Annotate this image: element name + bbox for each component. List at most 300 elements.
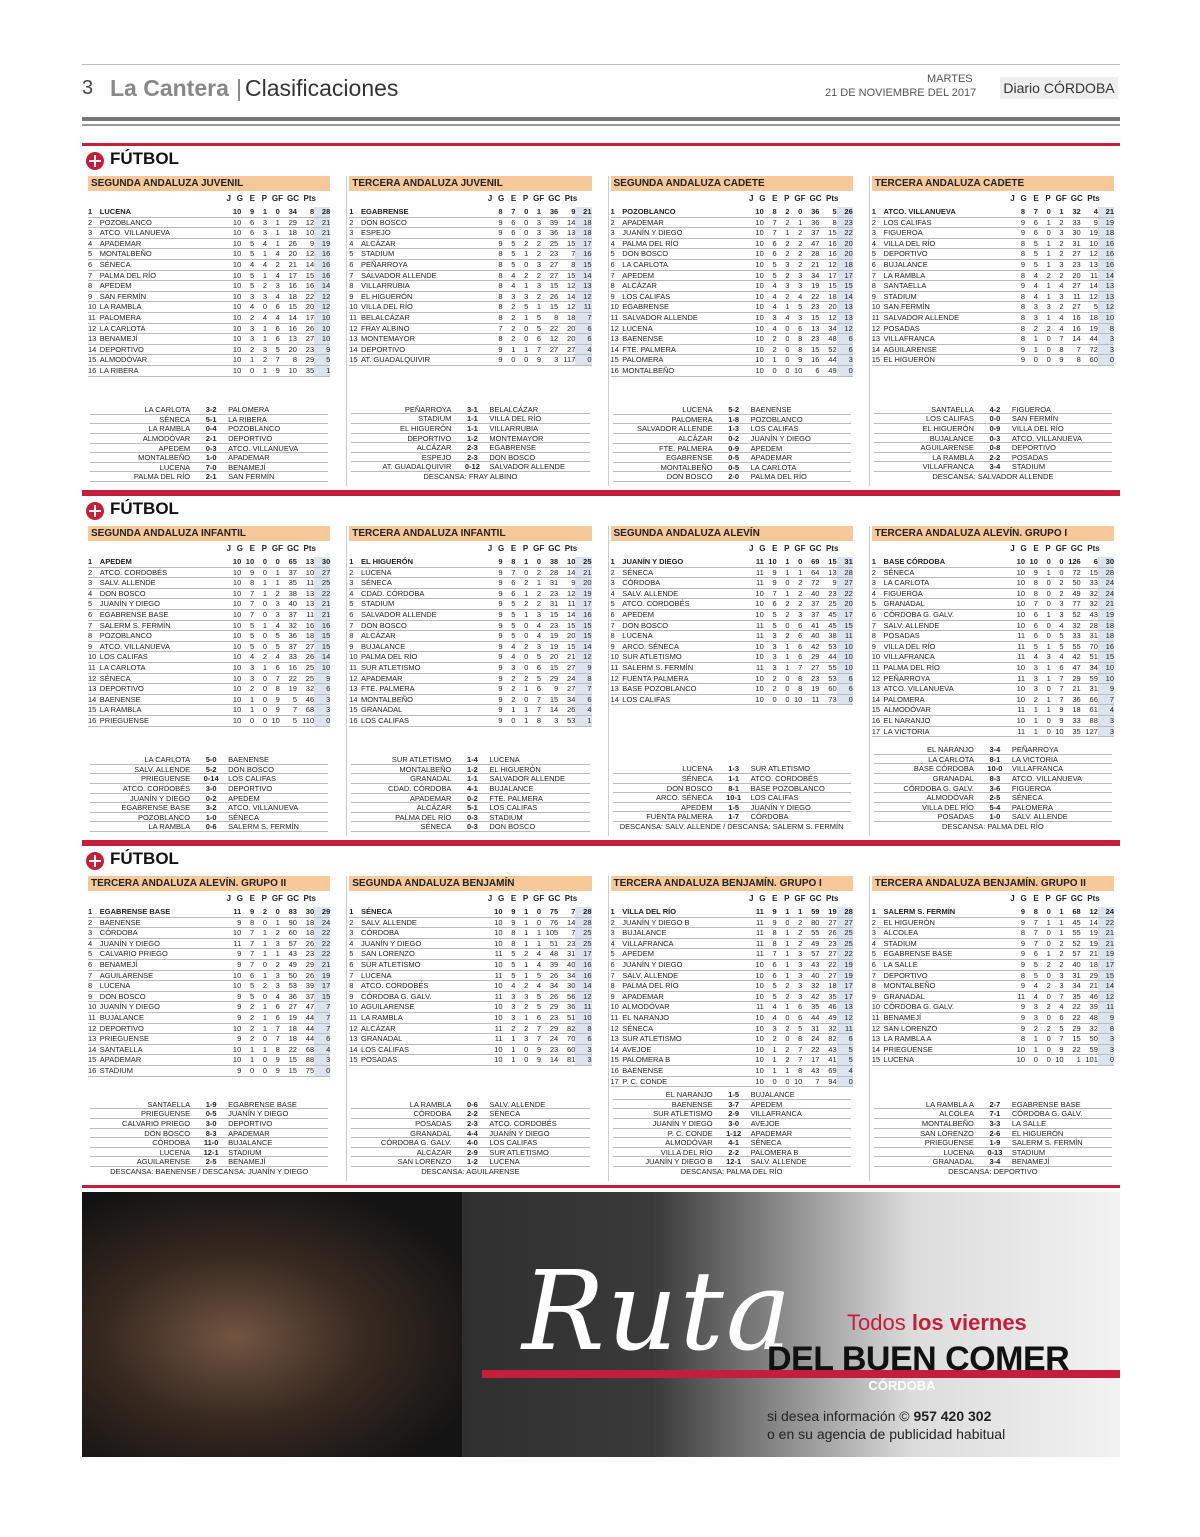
position: 8: [872, 281, 884, 292]
points: 17: [837, 270, 853, 281]
ad-tagline: [847, 1310, 1027, 1336]
points: 15: [575, 259, 591, 270]
won: 2: [1025, 1023, 1038, 1034]
team-name: ATCO. VILLANUEVA: [884, 684, 1013, 695]
points: 3: [575, 1044, 591, 1055]
team-name: LOS CALIFAS: [100, 652, 229, 663]
played: 9: [490, 631, 503, 642]
col-header-p: P: [784, 544, 790, 553]
col-header-pts: Pts: [1087, 194, 1100, 203]
goals-for: 15: [541, 662, 558, 673]
result-row: [90, 774, 328, 784]
goals-for: 33: [280, 652, 297, 663]
result-row: [90, 1129, 328, 1139]
points: 6: [575, 1034, 591, 1045]
points: 28: [837, 567, 853, 578]
drawn: 2: [777, 631, 790, 642]
goals-against: 88: [297, 1055, 314, 1066]
table-row: [88, 981, 330, 992]
result-row: [613, 1129, 851, 1139]
points: 6: [837, 673, 853, 684]
points: 8: [575, 1023, 591, 1034]
won: 7: [241, 938, 254, 949]
points: 9: [314, 673, 330, 684]
goals-against: 61: [1081, 705, 1098, 716]
team-name: FIGUEROA: [884, 588, 1013, 599]
goals-against: 18: [558, 312, 575, 323]
played: 9: [490, 355, 503, 366]
table-row: [611, 938, 853, 949]
goals-for: 15: [802, 312, 819, 323]
result-row: [351, 1148, 589, 1158]
position: 15: [88, 1055, 100, 1066]
score: 1-0: [989, 812, 1001, 822]
played: 9: [228, 1065, 241, 1076]
position: 5: [88, 599, 100, 610]
standings-header: [611, 891, 853, 907]
team-name: APEDEM: [622, 609, 751, 620]
position: 11: [349, 662, 361, 673]
drawn: 0: [254, 1065, 267, 1076]
goals-for: 40: [802, 588, 819, 599]
won: 5: [503, 238, 516, 249]
result-row: [351, 794, 589, 804]
goals-for: 49: [802, 938, 819, 949]
table-row: [872, 355, 1114, 366]
team-name: JUANÍN Y DIEGO: [100, 599, 229, 610]
goals-against: 8: [819, 217, 836, 228]
lost: 3: [267, 609, 280, 620]
goals-for: 13: [280, 334, 297, 345]
points: 0: [1098, 1055, 1114, 1066]
points: 20: [837, 599, 853, 610]
score: 1-1: [466, 414, 478, 424]
goals-against: 27: [297, 334, 314, 345]
goals-against: 14: [297, 259, 314, 270]
won: 3: [764, 631, 777, 642]
away-team: STADIUM: [1011, 462, 1046, 471]
lost: 3: [1051, 970, 1064, 981]
goals-against: 45: [819, 620, 836, 631]
won: 2: [241, 344, 254, 355]
won: 7: [241, 599, 254, 610]
team-name: LA RIBERA: [100, 365, 229, 376]
away-team: LOS CALIFAS: [489, 803, 538, 812]
points: 17: [837, 991, 853, 1002]
position: 7: [611, 970, 623, 981]
goals-against: 68: [297, 705, 314, 716]
team-name: CALVARIO PRIEGO: [100, 949, 229, 960]
away-team: MONTEMAYOR: [489, 433, 544, 443]
drawn: 0: [777, 334, 790, 345]
goals-against: 44: [819, 652, 836, 663]
home-team: SÉNECA: [420, 822, 452, 831]
points: 22: [837, 228, 853, 239]
score: 0-13: [987, 1147, 1003, 1157]
played: 10: [751, 694, 764, 705]
col-header-p: P: [522, 544, 529, 553]
goals-for: 49: [1064, 588, 1081, 599]
goals-for: 20: [280, 344, 297, 355]
col-header-j: J: [1010, 894, 1015, 903]
goals-against: 35: [819, 991, 836, 1002]
won: 9: [764, 917, 777, 928]
points: 3: [837, 355, 853, 366]
goals-for: 37: [280, 609, 297, 620]
points: 16: [575, 970, 591, 981]
team-name: PALOMERA: [884, 694, 1013, 705]
played: 10: [1012, 588, 1025, 599]
lost: 3: [267, 981, 280, 992]
lost: 4: [267, 991, 280, 1002]
col-header-g: G: [759, 194, 766, 203]
position: 13: [349, 684, 361, 695]
score: 1-3: [728, 424, 740, 434]
table-row: [88, 312, 330, 323]
drawn: 0: [1038, 207, 1051, 217]
points: 14: [314, 281, 330, 292]
goals-for: 105: [541, 928, 558, 939]
won: 5: [241, 641, 254, 652]
won: 2: [764, 334, 777, 345]
drawn: 0: [1038, 991, 1051, 1002]
team-name: BAENENSE: [100, 694, 229, 705]
goals-against: 13: [558, 228, 575, 239]
goals-against: 25: [297, 673, 314, 684]
result-row: [351, 1129, 589, 1139]
goals-against: 69: [819, 1065, 836, 1076]
score: 12-1: [203, 1147, 219, 1157]
home-team: EGABRENSE BASE: [121, 803, 191, 812]
score: 1-1: [728, 774, 740, 784]
team-name: DON BOSCO: [361, 217, 490, 228]
team-name: SALERM S. FERMÍN: [100, 620, 229, 631]
score: 2-9: [728, 1109, 740, 1119]
goals-against: 15: [1081, 567, 1098, 578]
goals-against: 46: [819, 1002, 836, 1013]
played: 11: [490, 1034, 503, 1045]
position: 6: [88, 959, 100, 970]
team-name: BASE POZOBLANCO: [622, 684, 751, 695]
standings-header: [872, 541, 1114, 557]
goals-against: 15: [558, 238, 575, 249]
home-team: ALMODÓVAR: [665, 1138, 713, 1147]
goals-against: 12: [1081, 907, 1098, 917]
points: 15: [1098, 652, 1114, 663]
team-name: EGABRENSE BASE: [884, 949, 1013, 960]
col-header-gf: GF: [271, 194, 283, 203]
points: 25: [575, 928, 591, 939]
result-row: [351, 1157, 589, 1167]
home-team: LOS CALIFAS: [925, 414, 974, 424]
lost: 1: [267, 949, 280, 960]
home-team: LA RAMBLA: [409, 1099, 452, 1109]
position: 6: [88, 259, 100, 270]
won: 1: [241, 1044, 254, 1055]
won: 10: [764, 557, 777, 567]
goals-for: 38: [541, 557, 558, 567]
won: 8: [241, 917, 254, 928]
score: 3-4: [989, 462, 1001, 472]
lost: 2: [267, 259, 280, 270]
position: 14: [872, 1044, 884, 1055]
points: 17: [575, 599, 591, 610]
away-team: VILLA DEL RÍO: [489, 414, 542, 424]
score: 2-2: [466, 1109, 478, 1119]
lost: 8: [789, 684, 802, 695]
position: 10: [611, 302, 623, 313]
home-team: PALMA DEL RÍO: [133, 472, 191, 481]
table-row: [349, 928, 591, 939]
position: 8: [88, 631, 100, 642]
drawn: 1: [1038, 694, 1051, 705]
played: 10: [751, 259, 764, 270]
won: 9: [241, 567, 254, 578]
lost: 2: [1051, 302, 1064, 313]
col-header-gc: GC: [809, 544, 822, 553]
drawn: 1: [1038, 567, 1051, 578]
won: 6: [764, 238, 777, 249]
goals-for: 14: [1064, 334, 1081, 345]
table-row: [872, 1044, 1114, 1055]
drawn: 0: [777, 917, 790, 928]
won: 1: [241, 1055, 254, 1066]
won: 1: [764, 1055, 777, 1066]
team-name: DON BOSCO: [361, 620, 490, 631]
drawn: 3: [777, 259, 790, 270]
col-header-pts: Pts: [826, 194, 839, 203]
position: 11: [872, 312, 884, 323]
goals-for: 15: [1064, 1034, 1081, 1045]
home-team: ALCÁZAR: [416, 443, 452, 452]
goals-against: 15: [819, 228, 836, 239]
competition-name: TERCERA ANDALUZA JUVENIL: [349, 176, 591, 191]
goals-against: 7: [558, 249, 575, 260]
points: 13: [575, 281, 591, 292]
goals-for: 53: [280, 981, 297, 992]
score: 5-2: [728, 405, 740, 415]
won: 5: [503, 949, 516, 960]
points: 19: [1098, 949, 1114, 960]
won: 1: [1025, 1044, 1038, 1055]
goals-against: 48: [1081, 1012, 1098, 1023]
played: 10: [751, 981, 764, 992]
goals-against: 22: [819, 959, 836, 970]
team-name: ALCOLEA: [884, 928, 1013, 939]
goals-for: 10: [280, 365, 297, 376]
goals-for: 42: [802, 991, 819, 1002]
points: 12: [1098, 991, 1114, 1002]
position: 11: [611, 312, 623, 323]
position: 12: [611, 323, 623, 334]
won: 8: [1025, 588, 1038, 599]
won: 7: [764, 949, 777, 960]
result-row: [613, 1138, 851, 1148]
lost: 2: [267, 959, 280, 970]
points: 21: [1098, 938, 1114, 949]
advertisement[interactable]: [82, 1192, 1120, 1457]
ad-phone[interactable]: 957 420 302: [913, 1408, 992, 1424]
team-name: DEPORTIVO: [100, 684, 229, 695]
drawn: 0: [1038, 1055, 1051, 1066]
table-row: [611, 355, 853, 366]
team-name: VILLA DEL RÍO: [884, 641, 1013, 652]
played: 11: [1012, 631, 1025, 642]
drawn: 5: [515, 302, 528, 313]
result-row: [874, 453, 1112, 463]
drawn: 2: [1038, 1023, 1051, 1034]
position: 10: [349, 302, 361, 313]
lost: 3: [1051, 981, 1064, 992]
result-row: [90, 765, 328, 775]
goals-against: 13: [1081, 259, 1098, 270]
lost: 2: [789, 228, 802, 239]
goals-against: 14: [558, 291, 575, 302]
goals-for: 12: [541, 334, 558, 345]
points: 10: [1098, 673, 1114, 684]
goals-against: 26: [558, 705, 575, 716]
team-name: VILLAFRANCA: [884, 652, 1013, 663]
table-row: [349, 1034, 591, 1045]
position: 9: [872, 291, 884, 302]
col-header-pts: Pts: [303, 894, 316, 903]
lost: 6: [267, 334, 280, 345]
points: 16: [1098, 249, 1114, 260]
points: 22: [314, 938, 330, 949]
played: 10: [751, 1076, 764, 1087]
home-team: GRANADAL: [410, 774, 452, 784]
lost: 6: [528, 684, 541, 695]
played: 10: [751, 323, 764, 334]
table-row: [872, 249, 1114, 260]
result-row: [90, 444, 328, 454]
table-row: [349, 217, 591, 228]
home-team: APADEMAR: [409, 793, 452, 803]
goals-against: 34: [819, 323, 836, 334]
goals-against: 81: [558, 1055, 575, 1066]
away-team: JUANÍN Y DIEGO: [750, 802, 811, 812]
won: 3: [1025, 302, 1038, 313]
standings-header: [872, 891, 1114, 907]
table-row: [611, 970, 853, 981]
goals-against: 30: [558, 981, 575, 992]
col-header-gc: GC: [548, 544, 561, 553]
drawn: 2: [777, 981, 790, 992]
points: 16: [314, 620, 330, 631]
goals-against: 20: [558, 323, 575, 334]
played: 11: [490, 970, 503, 981]
played: 9: [1012, 1002, 1025, 1013]
lost: 5: [267, 344, 280, 355]
away-team: EL HIGUERÓN: [489, 764, 541, 774]
played: 9: [490, 673, 503, 684]
won: 7: [1025, 928, 1038, 939]
position: 2: [611, 217, 623, 228]
competition-column: [869, 526, 1116, 836]
result-row: [613, 472, 851, 482]
drawn: 2: [1038, 959, 1051, 970]
score: 2-1: [205, 434, 217, 444]
points: 19: [314, 970, 330, 981]
lost: 9: [267, 365, 280, 376]
won: 6: [764, 599, 777, 610]
won: 3: [503, 991, 516, 1002]
played: 10: [1012, 567, 1025, 578]
table-row: [611, 1076, 853, 1087]
home-team: DON BOSCO: [144, 1128, 191, 1138]
position: 5: [872, 599, 884, 610]
position: 7: [872, 970, 884, 981]
won: 6: [241, 217, 254, 228]
result-row: [613, 444, 851, 454]
position: 10: [349, 652, 361, 663]
points: 17: [1098, 959, 1114, 970]
points: 16: [1098, 259, 1114, 270]
table-row: [349, 609, 591, 620]
table-row: [88, 217, 330, 228]
position: 7: [349, 970, 361, 981]
won: 6: [241, 228, 254, 239]
away-team: CÓRDOBA: [750, 812, 789, 821]
table-row: [88, 228, 330, 239]
points: 19: [1098, 609, 1114, 620]
lost: 9: [267, 705, 280, 716]
lost: 5: [528, 970, 541, 981]
result-row: [351, 424, 589, 434]
position: 13: [349, 334, 361, 345]
position: 11: [88, 312, 100, 323]
played: 10: [228, 715, 241, 726]
score: 5-4: [989, 802, 1001, 812]
lost: 3: [1051, 228, 1064, 239]
home-team: PALMA DEL RÍO: [395, 812, 452, 822]
won: 7: [241, 928, 254, 939]
col-header-pts: Pts: [1087, 894, 1100, 903]
team-name: GRANADAL: [361, 705, 490, 716]
header-spacer: [88, 541, 219, 557]
drawn: 0: [515, 1044, 528, 1055]
lost: 7: [1051, 673, 1064, 684]
played: 9: [1012, 938, 1025, 949]
score: 0-0: [989, 414, 1001, 424]
standings-header: [88, 891, 330, 907]
goals-against: 19: [1081, 938, 1098, 949]
score: 1-7: [728, 812, 740, 822]
points: 6: [837, 1034, 853, 1045]
team-name: ALCÁZAR: [361, 1023, 490, 1034]
team-name: ATCO. CORDOBÉS: [622, 599, 751, 610]
ad-info-line1: [767, 1408, 991, 1424]
result-row: [90, 1109, 328, 1119]
goals-against: 32: [1081, 1023, 1098, 1034]
drawn: 0: [254, 1055, 267, 1066]
team-name: SAN FERMÍN: [884, 302, 1013, 313]
lost: 6: [789, 620, 802, 631]
played: 10: [490, 981, 503, 992]
table-row: [349, 631, 591, 642]
away-team: EL HIGUERÓN: [1011, 1128, 1064, 1138]
goals-against: 37: [297, 991, 314, 1002]
goals-against: 20: [297, 302, 314, 313]
result-row: [90, 405, 328, 415]
goals-for: 18: [280, 1034, 297, 1045]
goals-for: 37: [280, 641, 297, 652]
lost: 2: [789, 259, 802, 270]
table-row: [88, 302, 330, 313]
points: 18: [837, 259, 853, 270]
goals-for: 21: [280, 259, 297, 270]
drawn: 0: [254, 715, 267, 726]
